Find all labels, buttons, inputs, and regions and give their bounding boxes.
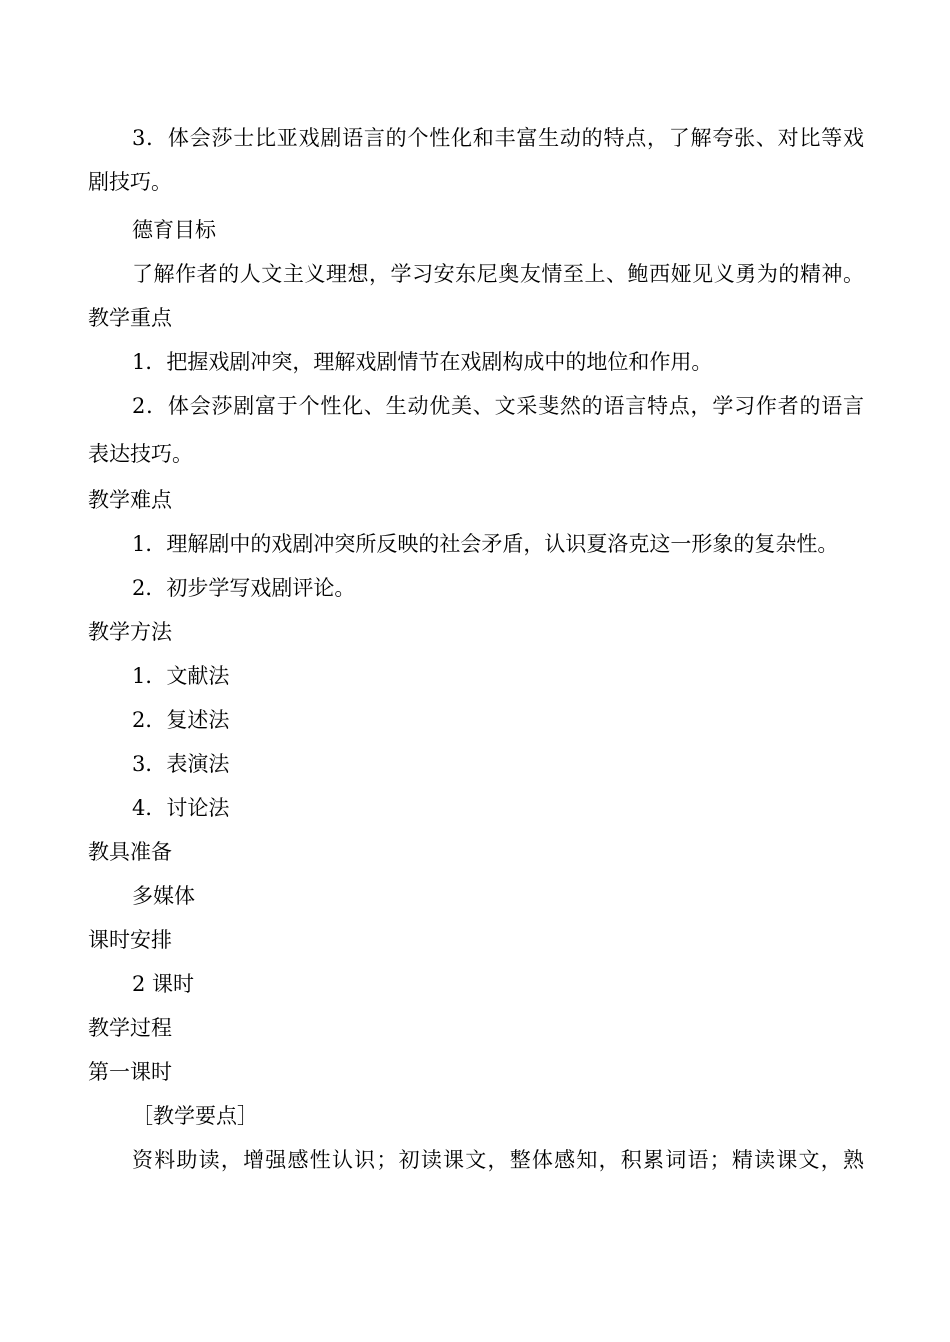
teaching-difficulty-item-2: 2．初步学写戏剧评论。: [132, 576, 356, 600]
teaching-method-item-2: 2．复述法: [132, 708, 230, 732]
teaching-aids-heading: 教具准备: [88, 840, 172, 864]
teaching-difficulty-heading: 教学难点: [88, 488, 172, 512]
teaching-method-item-3: 3．表演法: [132, 752, 230, 776]
teaching-focus-item-2-continued: 表达技巧。: [88, 442, 193, 466]
teaching-points-label: ［教学要点］: [132, 1104, 258, 1128]
teaching-method-item-4: 4．讨论法: [132, 796, 230, 820]
teaching-points-text: 资料助读，增强感性认识；初读课文，整体感知，积累词语；精读课文，熟: [132, 1148, 864, 1172]
class-hours-text: 2 课时: [132, 972, 195, 996]
teaching-difficulty-item-1: 1．理解剧中的戏剧冲突所反映的社会矛盾，认识夏洛克这一形象的复杂性。: [132, 532, 839, 556]
teaching-aids-text: 多媒体: [132, 884, 195, 908]
teaching-process-heading: 教学过程: [88, 1016, 172, 1040]
teaching-focus-item-1: 1．把握戏剧冲突，理解戏剧情节在戏剧构成中的地位和作用。: [132, 350, 713, 374]
class-hours-heading: 课时安排: [88, 928, 172, 952]
objective-item-3-continued: 剧技巧。: [88, 170, 172, 194]
teaching-method-item-1: 1．文献法: [132, 664, 230, 688]
first-lesson-heading: 第一课时: [88, 1060, 172, 1084]
teaching-focus-item-2: 2．体会莎剧富于个性化、生动优美、文采斐然的语言特点，学习作者的语言: [132, 394, 864, 418]
moral-objective-heading: 德育目标: [132, 218, 216, 242]
objective-item-3: 3．体会莎士比亚戏剧语言的个性化和丰富生动的特点，了解夸张、对比等戏: [132, 126, 864, 150]
teaching-method-heading: 教学方法: [88, 620, 172, 644]
teaching-focus-heading: 教学重点: [88, 306, 172, 330]
moral-objective-text: 了解作者的人文主义理想，学习安东尼奥友情至上、鲍西娅见义勇为的精神。: [132, 262, 864, 286]
